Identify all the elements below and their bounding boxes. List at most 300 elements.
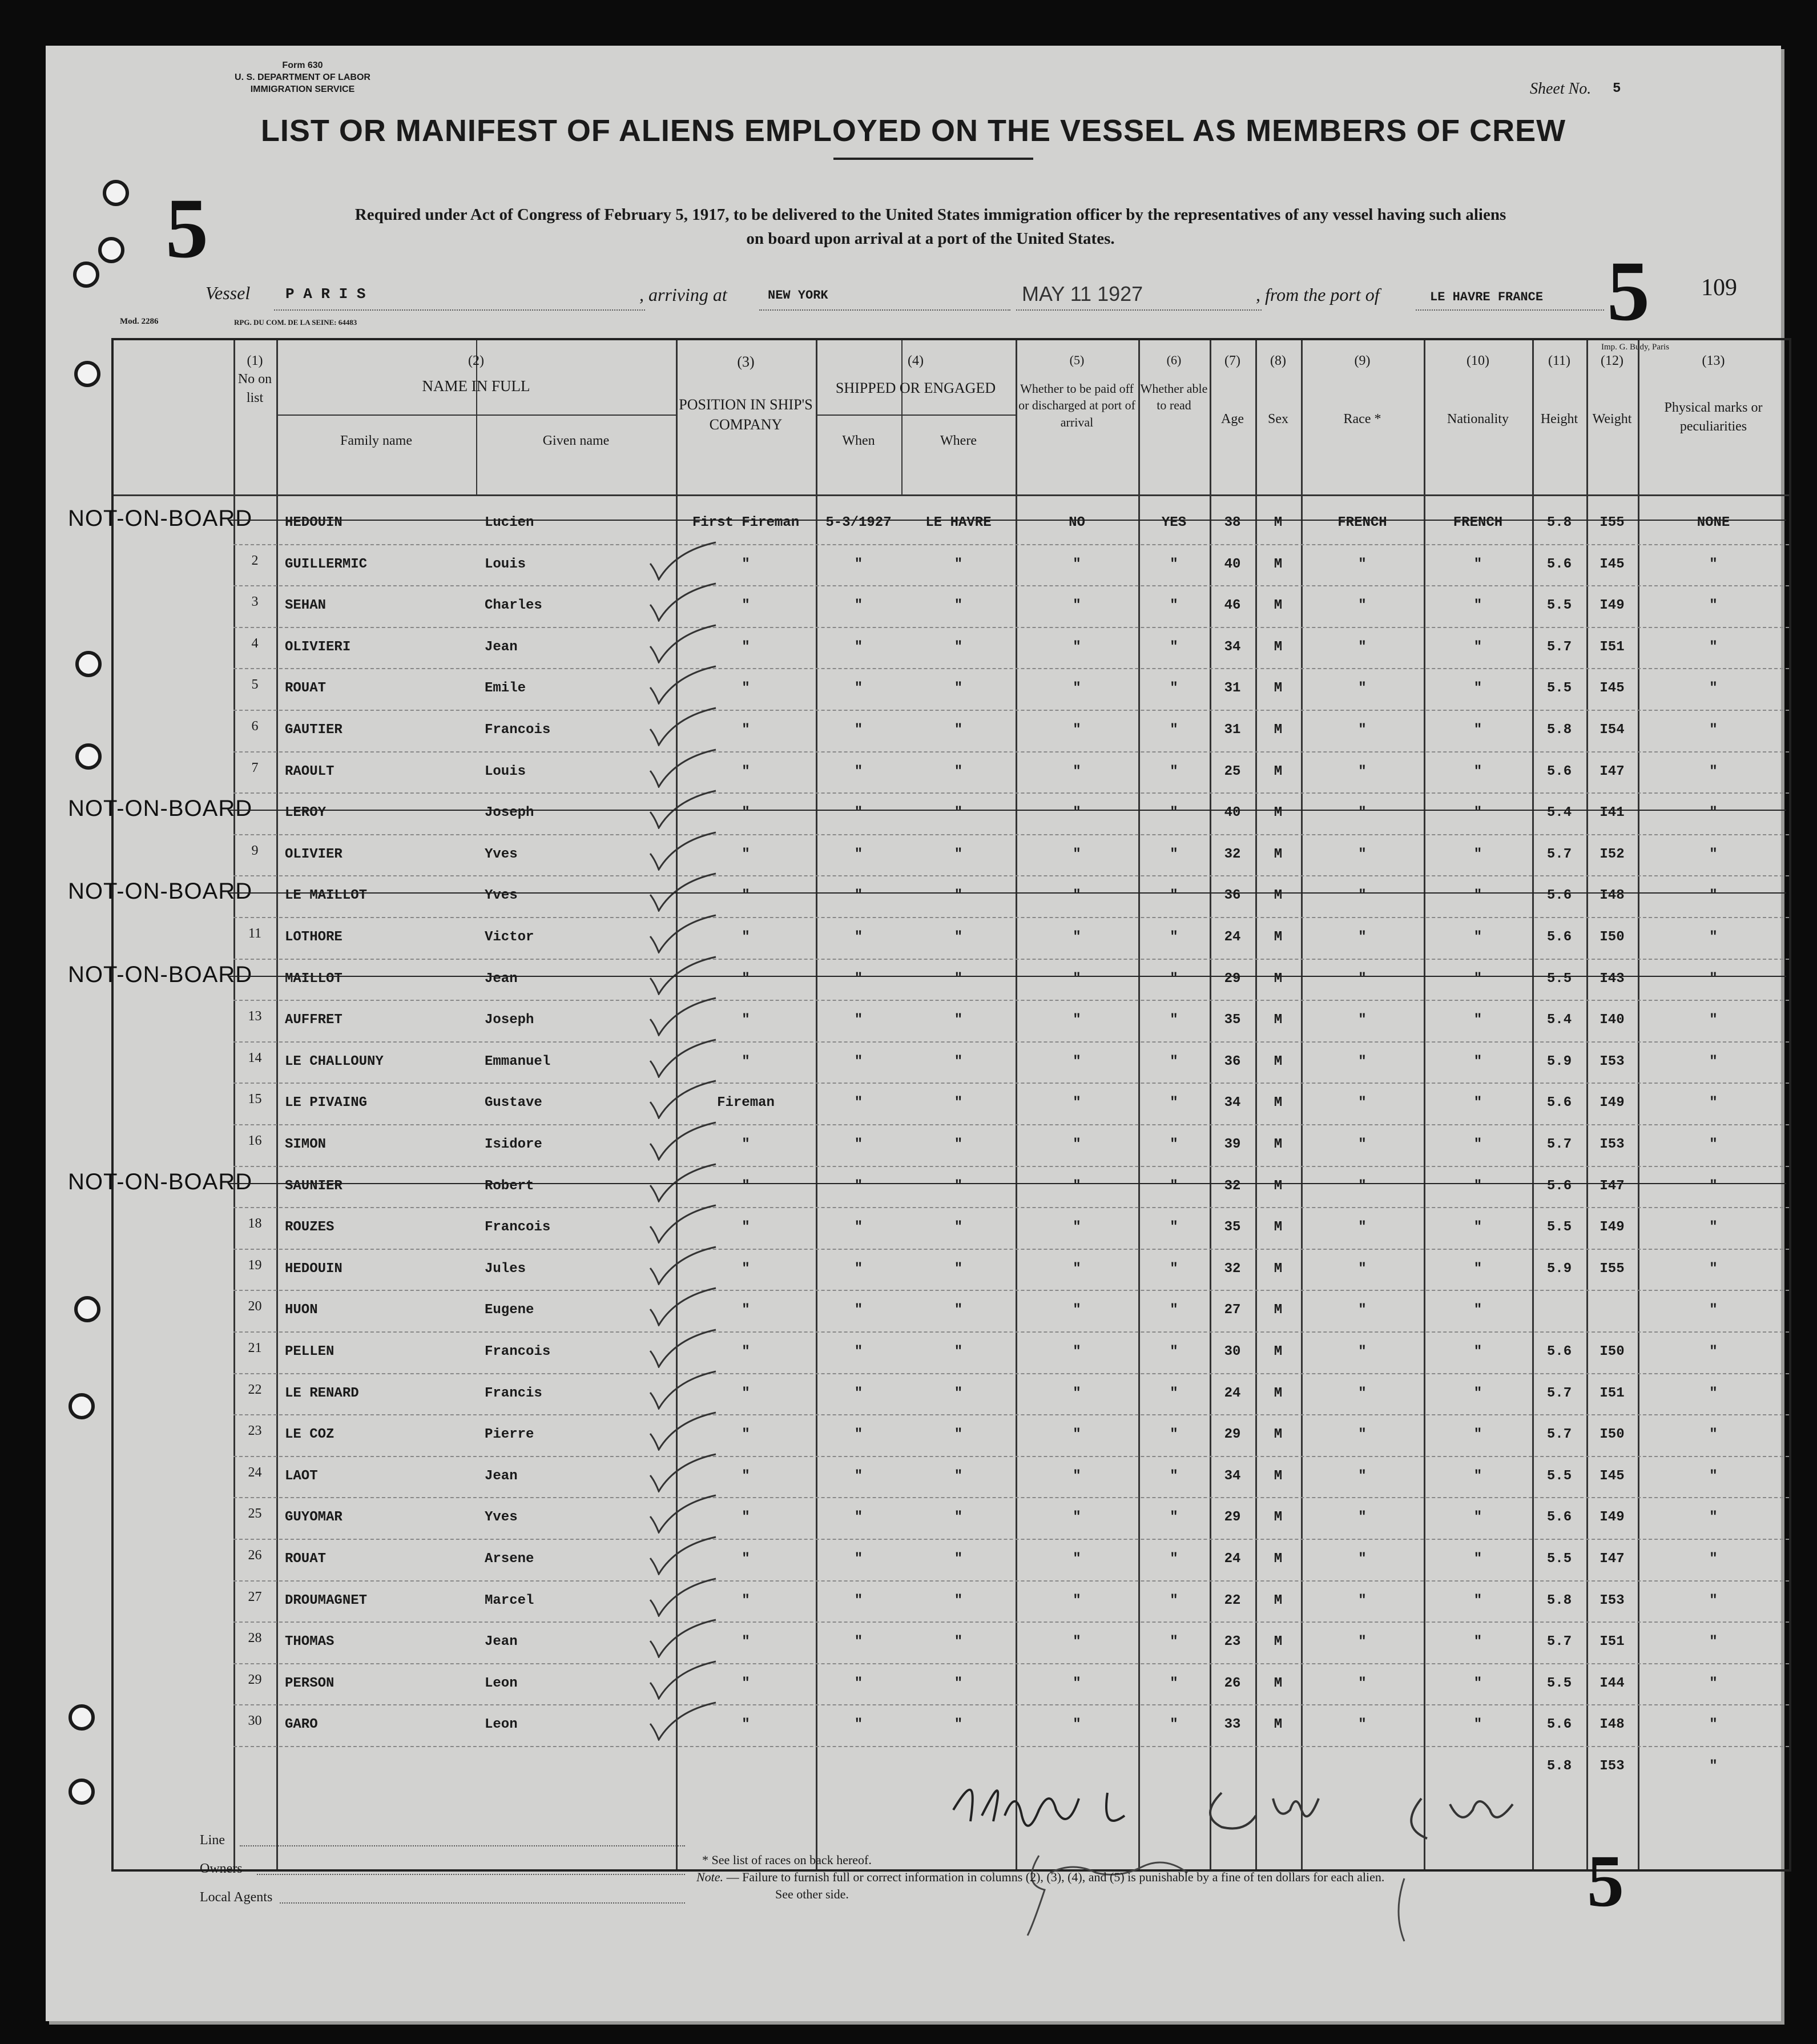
check-mark (639, 541, 724, 581)
footer-sheet-number: 5 (1587, 1840, 1624, 1922)
cell-nat: " (1473, 1220, 1482, 1236)
not-on-board-stamp: NOT-ON-BOARD (68, 961, 253, 987)
col-shipped-header: (4) SHIPPED OR ENGAGED (835, 353, 996, 397)
cell-weight: I47 (1600, 1551, 1625, 1567)
check-mark (639, 623, 724, 663)
row-rule (233, 792, 1789, 794)
cell-age: 27 (1224, 1302, 1241, 1318)
row-rule (233, 544, 1789, 545)
cell-marks: " (1709, 1095, 1718, 1111)
cell-sex: M (1274, 805, 1283, 821)
col-height-header: (11) Height (1540, 353, 1578, 427)
cell-nat: " (1473, 1095, 1482, 1111)
punch-hole (74, 1296, 100, 1322)
cell-paid: " (1073, 1344, 1081, 1359)
cell-sex: M (1274, 722, 1283, 738)
cell-read: " (1170, 598, 1178, 614)
cell-paid: " (1073, 1095, 1081, 1111)
cell-marks: " (1709, 1220, 1718, 1236)
cell-where: " (954, 1675, 963, 1691)
cell-position: First Fireman (692, 515, 800, 530)
check-mark (639, 1245, 724, 1285)
cell-race: " (1358, 763, 1367, 779)
cell-weight: I49 (1600, 598, 1625, 614)
cell-race: " (1358, 1717, 1367, 1733)
cell-no: 7 (251, 760, 259, 775)
col-where-header: Where (940, 433, 977, 448)
cell-weight: I53 (1600, 1053, 1625, 1069)
cell-nat: " (1473, 805, 1482, 821)
row-rule (233, 1249, 1789, 1250)
cell-sex: M (1274, 1427, 1283, 1443)
cell-marks: " (1709, 763, 1718, 779)
cell-family: GARO (285, 1717, 318, 1733)
cell-race: " (1358, 1510, 1367, 1526)
cell-weight: I47 (1600, 1178, 1625, 1194)
cell-position: " (742, 930, 750, 945)
cell-race: " (1358, 888, 1367, 904)
check-mark (639, 1452, 724, 1492)
cell-when: " (854, 846, 863, 862)
cell-family: GAUTIER (285, 722, 343, 738)
cell-height: 5.8 (1546, 515, 1572, 530)
cell-race: " (1358, 1551, 1367, 1567)
cell-when: " (854, 556, 863, 572)
cell-when: " (854, 888, 863, 904)
cell-position: " (742, 722, 750, 738)
cell-race: " (1358, 1675, 1367, 1691)
cell-age: 36 (1224, 888, 1241, 904)
manifest-page (46, 46, 1781, 2021)
row-rule (233, 1000, 1789, 1001)
cell-where: " (954, 1634, 963, 1650)
cell-no: 5 (251, 677, 259, 693)
cell-race: " (1358, 971, 1367, 987)
arriving-label: , arriving at (639, 284, 727, 305)
cell-age: 40 (1224, 805, 1241, 821)
check-mark (639, 1701, 724, 1741)
row-rule (233, 1663, 1789, 1664)
cell-weight: I50 (1600, 1344, 1625, 1359)
cell-marks: " (1709, 1510, 1718, 1526)
cell-sex: M (1274, 888, 1283, 904)
cell-position: " (742, 556, 750, 572)
cell-sex: M (1274, 1261, 1283, 1277)
cell-height: 5.6 (1546, 1344, 1572, 1359)
cell-height: 5.6 (1546, 930, 1572, 945)
cell-nat: " (1473, 1427, 1482, 1443)
fine-note (696, 1870, 1384, 1885)
cell-family: LE CHALLOUNY (285, 1053, 384, 1069)
printer-name: Imp. G. Budy, Paris (1601, 343, 1670, 352)
col-age-header: (7) Age (1221, 353, 1244, 427)
cell-where: " (954, 805, 963, 821)
cell-race: " (1358, 1427, 1367, 1443)
cell-given: Louis (485, 556, 526, 572)
cell-height: 5.6 (1546, 1178, 1572, 1194)
cell-when: " (854, 722, 863, 738)
check-mark (639, 789, 724, 829)
cell-when: " (854, 1717, 863, 1733)
cell-given: Francois (485, 1344, 551, 1359)
col-given-header: Given name (542, 433, 610, 448)
cell-age: 39 (1224, 1137, 1241, 1152)
cell-no: 6 (251, 719, 259, 734)
strike-through-line (228, 810, 1786, 811)
cell-given: Jean (485, 971, 518, 987)
cell-where: " (954, 1178, 963, 1194)
punch-hole (75, 743, 102, 770)
strike-through-line (228, 976, 1786, 977)
row-rule (233, 1580, 1789, 1582)
cell-marks: " (1709, 846, 1718, 862)
not-on-board-stamp: NOT-ON-BOARD (68, 796, 253, 822)
cell-age: 31 (1224, 681, 1241, 697)
cell-paid: " (1073, 1675, 1081, 1691)
cell-read: " (1170, 805, 1178, 821)
cell-paid: " (1073, 1427, 1081, 1443)
cell-nat: " (1473, 681, 1482, 697)
cell-race: " (1358, 1137, 1367, 1152)
cell-family: GUILLERMIC (285, 556, 368, 572)
cell-given: Francois (485, 1220, 551, 1236)
cell-position: " (742, 1137, 750, 1152)
col-when-header: When (842, 433, 875, 448)
cell-where: " (954, 763, 963, 779)
cell-marks: " (1709, 1675, 1718, 1691)
cell-height: 5.6 (1546, 888, 1572, 904)
cell-weight: I52 (1600, 846, 1625, 862)
cell-paid: " (1073, 1220, 1081, 1236)
check-mark (639, 1038, 724, 1078)
signature-scribble (936, 1759, 1564, 1947)
cell-height: 5.6 (1546, 1510, 1572, 1526)
footer-agents-label: Local Agents (200, 1890, 273, 1905)
cell-no: 18 (248, 1216, 262, 1232)
cell-family: MAILLOT (285, 971, 343, 987)
col-name-header: (2) NAME IN FULL (422, 353, 530, 395)
sheet-number-large-right: 5 (1607, 244, 1650, 339)
cell-nat: " (1473, 1261, 1482, 1277)
punch-hole (69, 1779, 95, 1805)
cell-read: " (1170, 1012, 1178, 1028)
cell-when: " (854, 1675, 863, 1691)
cell-family: SIMON (285, 1137, 327, 1152)
cell-sex: M (1274, 1344, 1283, 1359)
cell-age: 24 (1224, 930, 1241, 945)
cell-sex: M (1274, 1510, 1283, 1526)
cell-no: 4 (251, 635, 259, 651)
cell-age: 30 (1224, 1344, 1241, 1359)
sheet-number-large-left: 5 (166, 181, 208, 276)
cell-when: " (854, 1137, 863, 1152)
not-on-board-stamp: NOT-ON-BOARD (68, 506, 253, 531)
cell-sex: M (1274, 1592, 1283, 1608)
cell-given: Francis (485, 1385, 542, 1401)
cell-height: 5.8 (1546, 1592, 1572, 1608)
cell-where: " (954, 1344, 963, 1359)
cell-age: 31 (1224, 722, 1241, 738)
cell-race: " (1358, 1468, 1367, 1484)
cell-nat: " (1473, 1592, 1482, 1608)
cell-paid: " (1073, 1634, 1081, 1650)
cell-position: " (742, 1675, 750, 1691)
cell-sex: M (1274, 1675, 1283, 1691)
cell-race: " (1358, 1592, 1367, 1608)
row-rule (233, 1207, 1789, 1208)
cell-age: 32 (1224, 846, 1241, 862)
cell-read: YES (1161, 515, 1187, 530)
col-divider (276, 340, 278, 1869)
cell-weight: I47 (1600, 763, 1625, 779)
cell-where: " (954, 1510, 963, 1526)
cell-given: Leon (485, 1675, 518, 1691)
cell-marks: " (1709, 1385, 1718, 1401)
cell-read: " (1170, 1675, 1178, 1691)
col-race-header: (9) Race * (1343, 353, 1381, 427)
cell-paid: " (1073, 888, 1081, 904)
cell-no: 20 (248, 1299, 262, 1314)
row-rule (233, 917, 1789, 918)
cell-family: GUYOMAR (285, 1510, 343, 1526)
row-rule (233, 1456, 1789, 1457)
form-header-block (217, 60, 388, 95)
cell-age: 38 (1224, 515, 1241, 530)
cell-given: Isidore (485, 1137, 542, 1152)
col-nationality-header: (10) Nationality (1447, 353, 1509, 427)
check-mark (639, 1121, 724, 1161)
cell-when: " (854, 805, 863, 821)
cell-nat: " (1473, 1468, 1482, 1484)
cell-position: " (742, 805, 750, 821)
row-rule (233, 1373, 1789, 1374)
arriving-port: NEW YORK (768, 288, 828, 303)
cell-position: " (742, 1178, 750, 1194)
row-rule (233, 834, 1789, 835)
cell-height: 5.7 (1546, 1634, 1572, 1650)
cell-where: " (954, 1261, 963, 1277)
cell-family: THOMAS (285, 1634, 335, 1650)
check-mark (639, 1079, 724, 1119)
cell-paid: " (1073, 1178, 1081, 1194)
cell-read: " (1170, 1053, 1178, 1069)
cell-no: 23 (248, 1423, 262, 1439)
cell-read: " (1170, 1261, 1178, 1277)
cell-position: " (742, 1344, 750, 1359)
row-rule (233, 1704, 1789, 1705)
cell-nat: " (1473, 930, 1482, 945)
cell-weight: I50 (1600, 930, 1625, 945)
cell-paid: " (1073, 1592, 1081, 1608)
cell-no: 21 (248, 1341, 262, 1355)
cell-marks: " (1709, 1302, 1718, 1318)
note-label: Note. (696, 1870, 724, 1884)
check-mark (639, 665, 724, 705)
not-on-board-stamp: NOT-ON-BOARD (68, 1169, 253, 1194)
cell-read: " (1170, 1095, 1178, 1111)
cell-marks: " (1709, 639, 1718, 655)
row-rule (233, 1290, 1789, 1291)
cell-given: Joseph (485, 805, 534, 821)
cell-no: 22 (248, 1382, 262, 1397)
cell-family: HUON (285, 1302, 318, 1318)
cell-weight: I45 (1600, 681, 1625, 697)
row-rule (233, 627, 1789, 628)
cell-height: 5.7 (1546, 639, 1572, 655)
cell-nat: " (1473, 1012, 1482, 1028)
cell-given: Yves (485, 888, 518, 904)
cell-given: Eugene (485, 1302, 534, 1318)
cell-position: " (742, 598, 750, 614)
from-port-label: , from the port of (1256, 284, 1380, 305)
cell-no: 9 (251, 843, 259, 858)
cell-weight: I49 (1600, 1510, 1625, 1526)
cell-age: 35 (1224, 1220, 1241, 1236)
vessel-underline (274, 309, 645, 311)
cell-family: PERSON (285, 1675, 335, 1691)
cell-weight: I53 (1600, 1137, 1625, 1152)
cell-sex: M (1274, 1468, 1283, 1484)
cell-position: " (742, 1634, 750, 1650)
cell-age: 46 (1224, 598, 1241, 614)
col-position-header: (3) POSITION IN SHIP'S COMPANY (679, 353, 813, 433)
cell-marks: " (1709, 598, 1718, 614)
cell-read: " (1170, 846, 1178, 862)
cell-where: " (954, 1012, 963, 1028)
cell-family: PELLEN (285, 1344, 335, 1359)
cell-marks: " (1709, 1344, 1718, 1359)
check-mark (639, 955, 724, 995)
cell-family: OLIVIERI (285, 639, 351, 655)
cell-weight: I51 (1600, 1634, 1625, 1650)
cell-nat: FRENCH (1453, 515, 1503, 530)
cell-position: " (742, 1468, 750, 1484)
cell-given: Yves (485, 846, 518, 862)
cell-sex: M (1274, 971, 1283, 987)
cell-paid: " (1073, 1510, 1081, 1526)
cell-marks: " (1709, 1053, 1718, 1069)
cell-read: " (1170, 1137, 1178, 1152)
cell-when: " (854, 1095, 863, 1111)
cell-family: LOTHORE (285, 930, 343, 945)
cell-given: Pierre (485, 1427, 534, 1443)
cell-race: " (1358, 805, 1367, 821)
cell-race: " (1358, 1344, 1367, 1359)
cell-marks: " (1709, 722, 1718, 738)
cell-race: FRENCH (1337, 515, 1387, 530)
cell-given: Jules (485, 1261, 526, 1277)
cell-age: 29 (1224, 971, 1241, 987)
punch-hole (69, 1393, 95, 1419)
cell-paid: " (1073, 556, 1081, 572)
strike-through-line (228, 1183, 1786, 1184)
cell-paid: " (1073, 930, 1081, 945)
cell-nat: " (1473, 1053, 1482, 1069)
cell-family: DROUMAGNET (285, 1592, 368, 1608)
cell-nat: " (1473, 1344, 1482, 1359)
cell-weight: I48 (1600, 888, 1625, 904)
cell-when: " (854, 1592, 863, 1608)
cell-age: 40 (1224, 556, 1241, 572)
punch-hole (103, 180, 129, 206)
cell-paid: " (1073, 1468, 1081, 1484)
cell-age: 32 (1224, 1261, 1241, 1277)
cell-nat: " (1473, 1551, 1482, 1567)
check-mark (639, 748, 724, 788)
cell-nat: " (1473, 971, 1482, 987)
strike-through-line (228, 520, 1786, 521)
cell-marks: " (1709, 971, 1718, 987)
cell-height: 5.4 (1546, 805, 1572, 821)
row-rule (233, 875, 1789, 876)
cell-when: " (854, 1178, 863, 1194)
cell-height: 5.9 (1546, 1053, 1572, 1069)
cell-race: " (1358, 1261, 1367, 1277)
cell-sex: M (1274, 1137, 1283, 1152)
cell-when: " (854, 1551, 863, 1567)
row-rule (233, 1497, 1789, 1498)
title-underline (833, 158, 1033, 160)
check-mark (639, 1660, 724, 1700)
cell-read: " (1170, 1468, 1178, 1484)
cell-weight: I55 (1600, 515, 1625, 530)
extra-cell-weight: I53 (1600, 1759, 1625, 1774)
cell-read: " (1170, 1634, 1178, 1650)
cell-position: " (742, 763, 750, 779)
cell-nat: " (1473, 1675, 1482, 1691)
cell-no: 13 (248, 1009, 262, 1024)
cell-no: 29 (248, 1672, 262, 1687)
see-other-side: See other side. (775, 1887, 849, 1901)
cell-read: " (1170, 1302, 1178, 1318)
cell-given: Joseph (485, 1012, 534, 1028)
cell-marks: " (1709, 1717, 1718, 1733)
row-rule (233, 1083, 1789, 1084)
cell-family: SAUNIER (285, 1178, 343, 1194)
cell-height: 5.7 (1546, 1427, 1572, 1443)
cell-read: " (1170, 1592, 1178, 1608)
cell-nat: " (1473, 639, 1482, 655)
cell-when: " (854, 1385, 863, 1401)
cell-read: " (1170, 1551, 1178, 1567)
cell-height: 5.5 (1546, 1551, 1572, 1567)
cell-given: Victor (485, 930, 534, 945)
cell-age: 35 (1224, 1012, 1241, 1028)
cell-nat: " (1473, 888, 1482, 904)
cell-race: " (1358, 1178, 1367, 1194)
cell-height: 5.6 (1546, 1717, 1572, 1733)
cell-given: Charles (485, 598, 542, 614)
cell-position: " (742, 1510, 750, 1526)
cell-paid: " (1073, 639, 1081, 655)
cell-position: " (742, 1012, 750, 1028)
cell-no: 11 (248, 926, 262, 941)
cell-position: " (742, 1551, 750, 1567)
cell-paid: " (1073, 846, 1081, 862)
cell-race: " (1358, 556, 1367, 572)
cell-position: " (742, 971, 750, 987)
cell-read: " (1170, 1220, 1178, 1236)
cell-when: " (854, 1012, 863, 1028)
cell-weight: I49 (1600, 1220, 1625, 1236)
cell-race: " (1358, 598, 1367, 614)
cell-no: 19 (248, 1257, 262, 1273)
cell-no: 14 (248, 1050, 262, 1065)
cell-marks: " (1709, 1178, 1718, 1194)
cell-marks: " (1709, 805, 1718, 821)
cell-nat: " (1473, 846, 1482, 862)
extra-cell-height: 5.8 (1546, 1759, 1572, 1774)
